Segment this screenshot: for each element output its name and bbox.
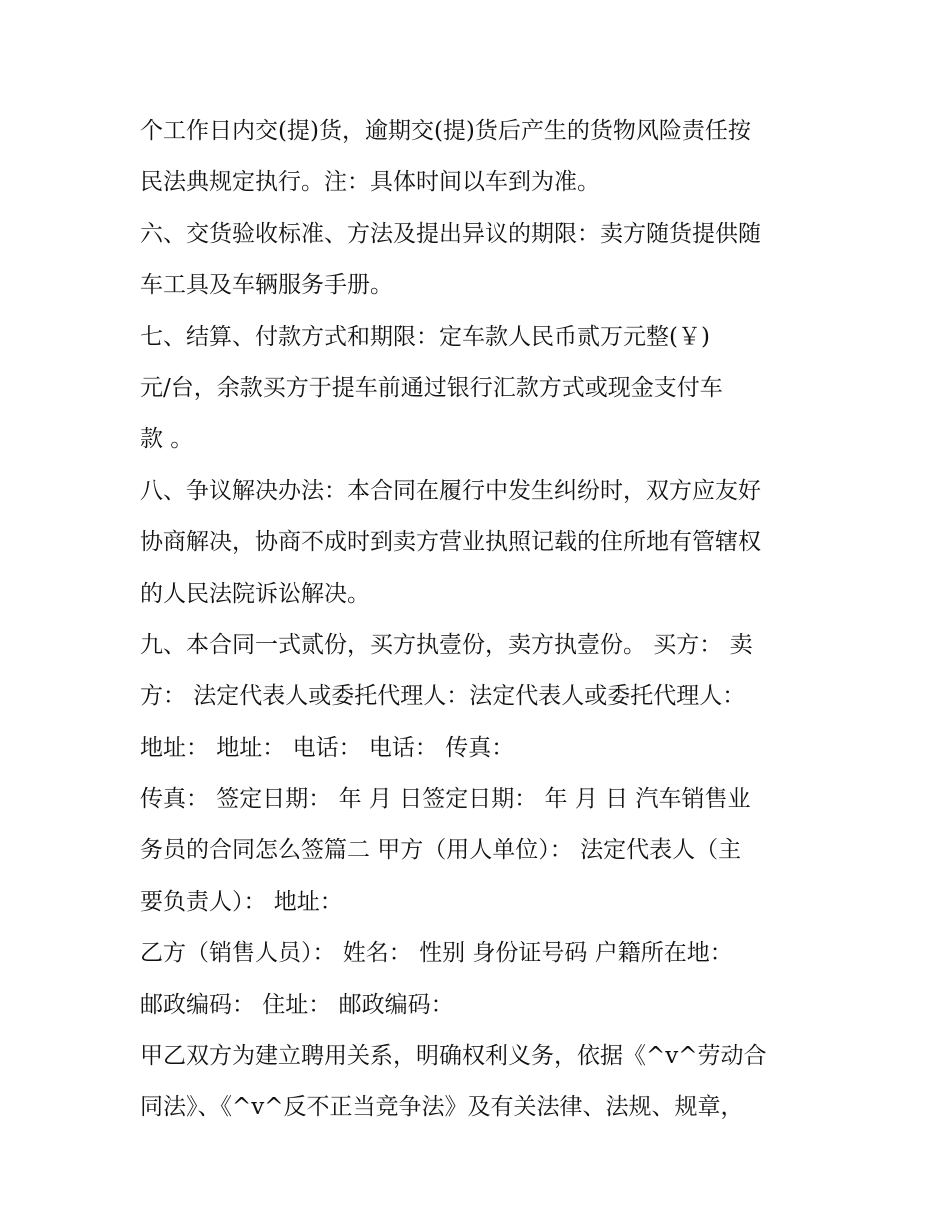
text-line: 地址： 地址： 电话： 电话： 传真： bbox=[140, 734, 515, 761]
text-line: 八、争议解决办法：本合同在履行中发生纠纷时，双方应友好 bbox=[140, 477, 761, 504]
text-line: 甲乙双方为建立聘用关系，明确权利义务，依据《^v^劳动合 bbox=[140, 1043, 767, 1070]
text-line: 七、结算、付款方式和期限：定车款人民币贰万元整(￥) bbox=[140, 323, 710, 350]
text-line: 的人民法院诉讼解决。 bbox=[140, 580, 370, 607]
text-line: 元/台，余款买方于提车前通过银行汇款方式或现金支付车 bbox=[140, 374, 723, 401]
text-line: 方： 法定代表人或委托代理人：法定代表人或委托代理人： bbox=[140, 683, 746, 710]
text-line: 协商解决，协商不成时到卖方营业执照记载的住所地有管辖权 bbox=[140, 529, 761, 556]
text-line: 同法》、《^v^反不正当竞争法》及有关法律、法规、规章， bbox=[140, 1094, 744, 1121]
text-line: 要负责人）： 地址： bbox=[140, 888, 343, 915]
text-line: 乙方（销售人员）： 姓名： 性别 身份证号码 户籍所在地： bbox=[140, 940, 733, 967]
text-line: 个工作日内交(提)货，逾期交(提)货后产生的货物风险责任按 bbox=[140, 118, 751, 144]
text-line: 车工具及车辆服务手册。 bbox=[140, 272, 393, 299]
text-line: 务员的合同怎么签篇二 甲方（用人单位）： 法定代表人（主 bbox=[140, 837, 742, 864]
text-line: 传真： 签定日期： 年 月 日签定日期： 年 月 日 汽车销售业 bbox=[140, 786, 751, 813]
text-line: 款 。 bbox=[140, 426, 194, 453]
text-line: 九、本合同一式贰份，买方执壹份，卖方执壹份。 买方： 卖 bbox=[140, 631, 753, 658]
document-body bbox=[140, 106, 840, 1134]
text-line: 民法典规定执行。注：具体时间以车到为准。 bbox=[140, 169, 600, 196]
text-line: 邮政编码： 住址： 邮政编码： bbox=[140, 991, 454, 1018]
text-line: 六、交货验收标准、方法及提出异议的期限：卖方随货提供随 bbox=[140, 220, 761, 247]
